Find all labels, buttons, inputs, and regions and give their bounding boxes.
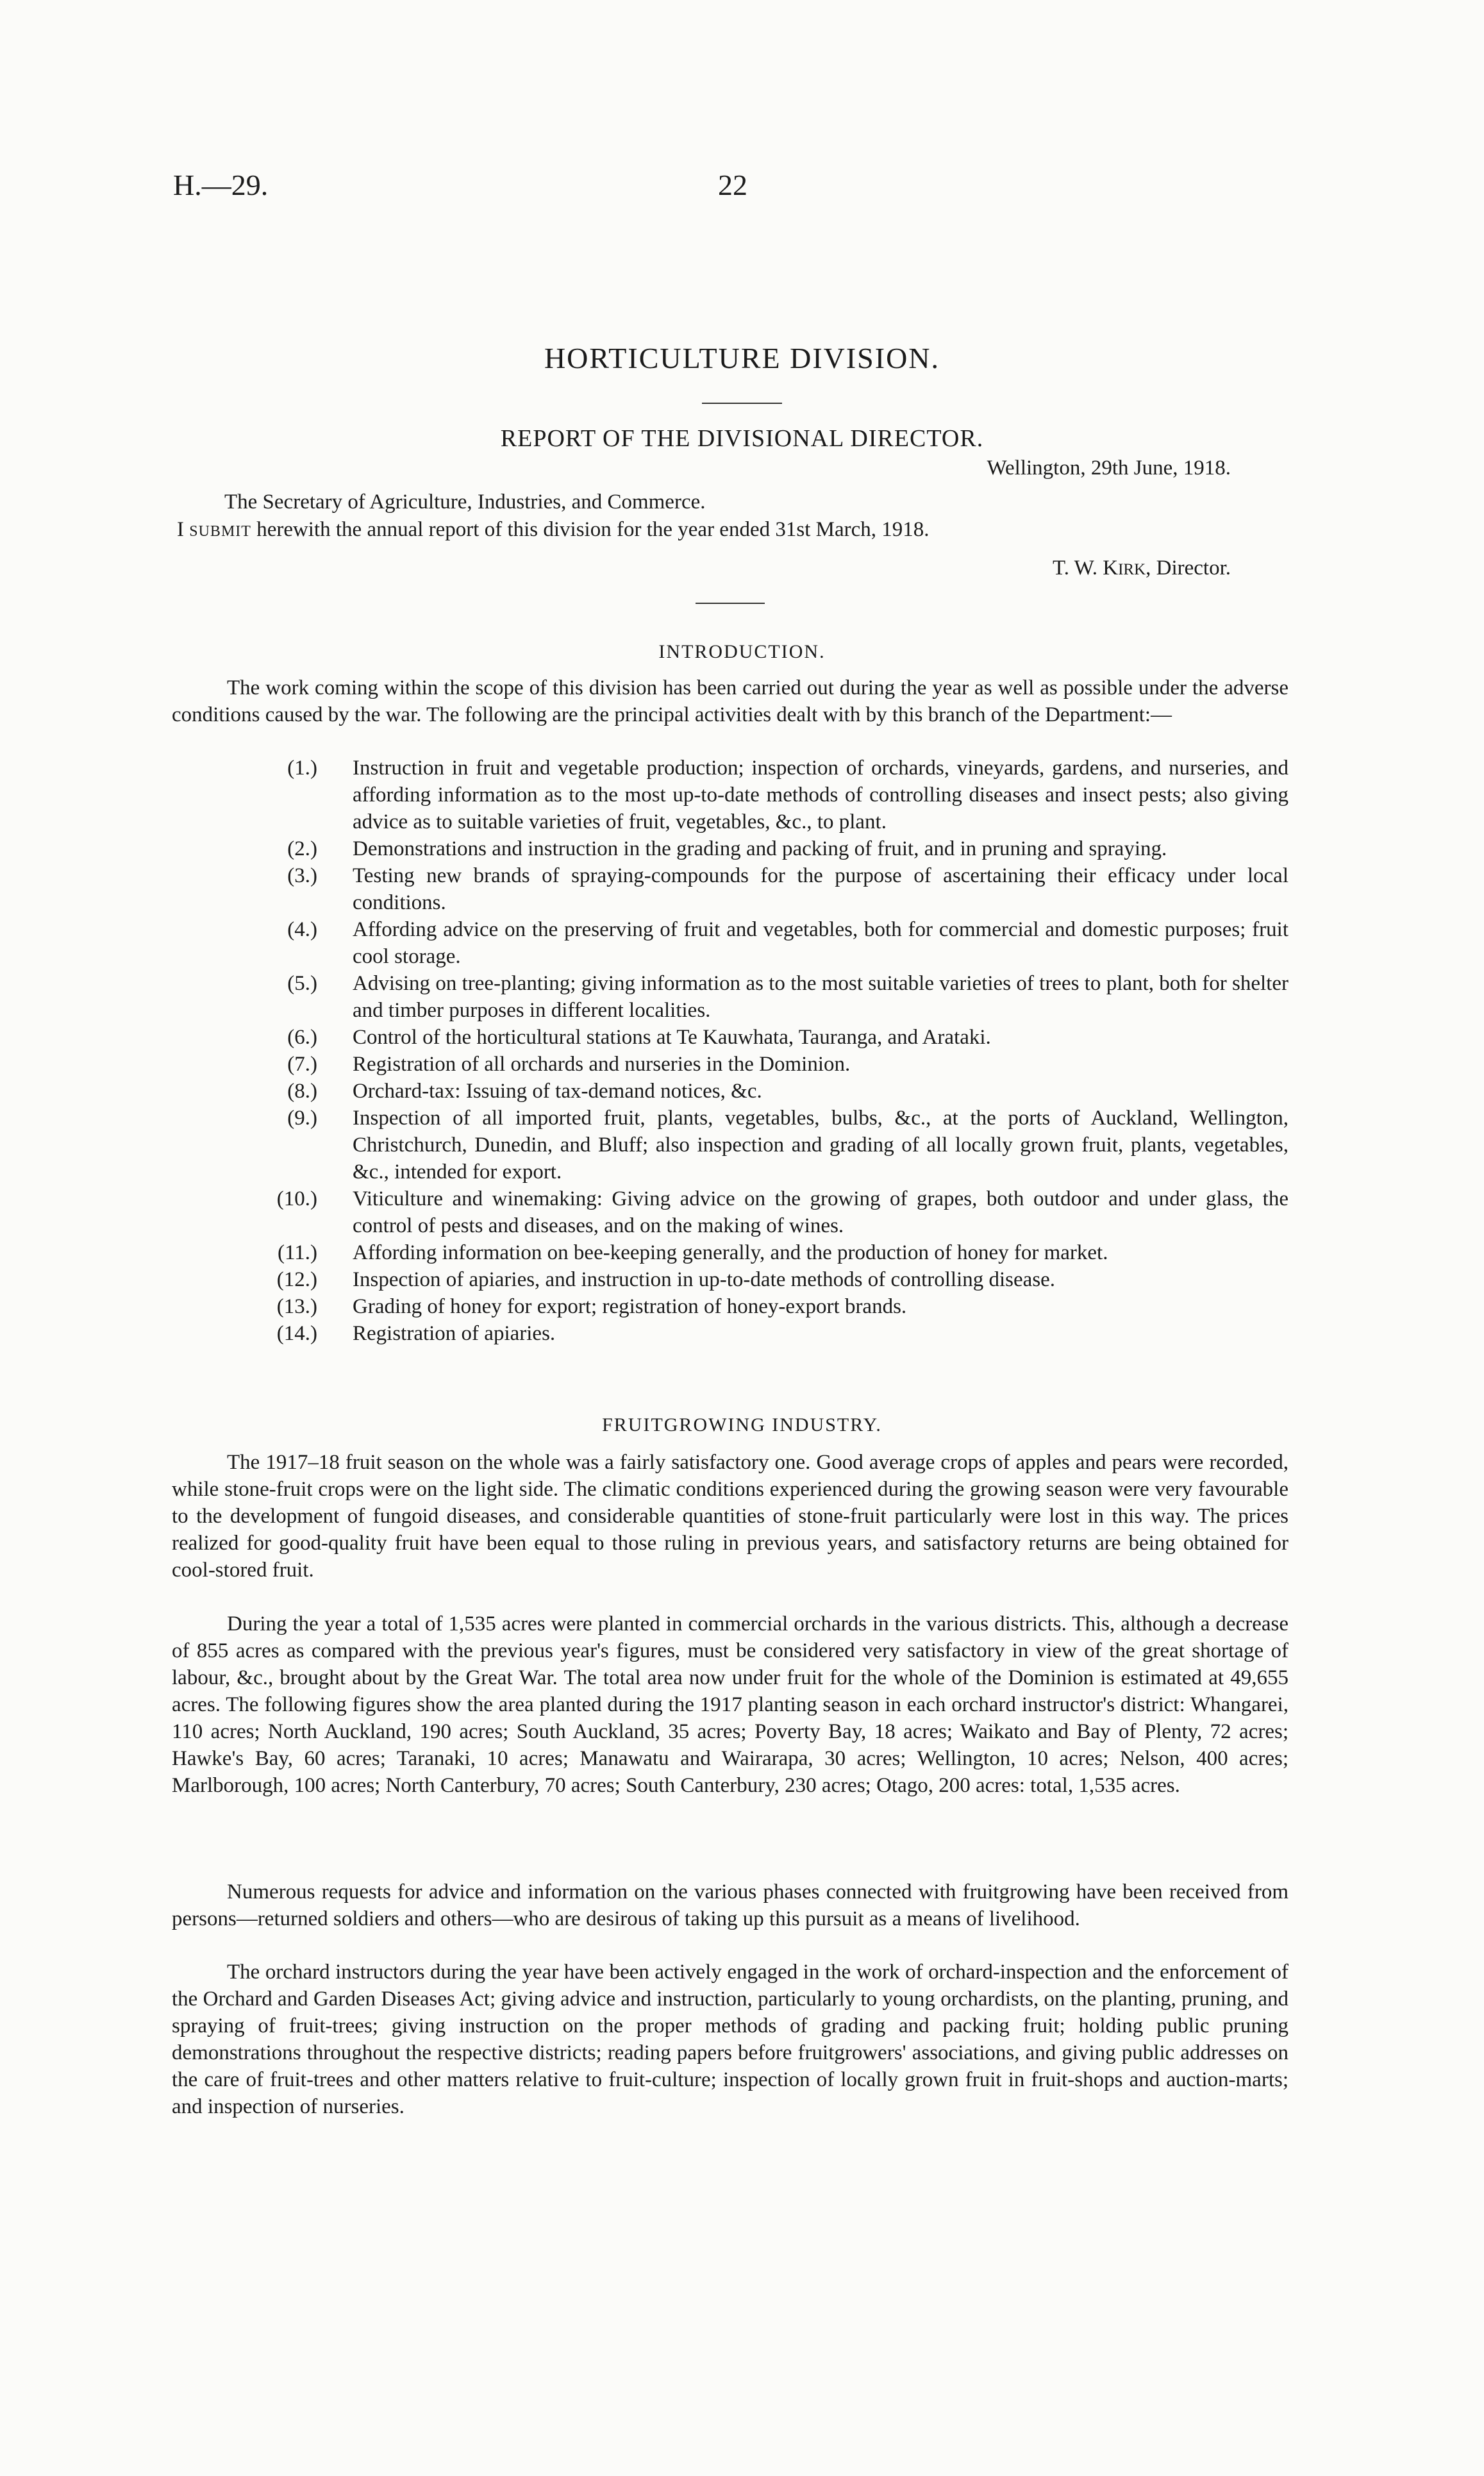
signature-title: , Director. [1146, 556, 1231, 580]
letter-submission [177, 518, 929, 542]
activity-text: Inspection of all imported fruit, plants, vegetables, bulbs, &c., at the ports of Auckland, Wellington, Christchurch, Dunedin, and Bluff; also inspection and grading of all locally grown fruit, plants, vegetables, &c., intended for export. [353, 1107, 1288, 1184]
activity-text: Affording advice on the preserving of fruit and vegetables, both for commercial and domestic purposes; fruit cool storage. [353, 918, 1288, 968]
activity-text: Control of the horticultural stations at Te Kauwhata, Tauranga, and Arataki. [353, 1026, 991, 1049]
fruitgrowing-paragraph-2: During the year a total of 1,535 acres were planted in commercial orchards in the various districts. This, although a decrease of 855 acres as compared with the previous year's figures, must be considered very satisfactory in view of the great shortage of labour, &c., brought about by the Great War. The total area now under fruit for the whole of the Dominion is estimated at 49,655 acres. The following figures show the area planted during the 1917 planting season in each orchard instructor's district: Whangarei, 110 acres; North Auckland, 190 acres; South Auckland, 35 acres; Poverty Bay, 18 acres; Waikato and Bay of Plenty, 72 acres; Hawke's Bay, 60 acres; Taranaki, 10 acres; Manawatu and Wairarapa, 30 acres; Wellington, 10 acres; Nelson, 400 acres; Marlborough, 100 acres; North Canterbury, 70 acres; South Canterbury, 230 acres; Otago, 200 acres: total, 1,535 acres. [172, 1612, 1288, 1797]
activity-text: Affording information on bee-keeping generally, and the production of honey for market. [353, 1241, 1108, 1264]
activity-item [0, 835, 1288, 862]
activity-item [0, 1024, 1288, 1051]
activity-number: (7.) [287, 1053, 317, 1076]
activity-number: (9.) [287, 1107, 317, 1130]
title-divider [702, 403, 782, 404]
activity-item [0, 1239, 1288, 1266]
fruitgrowing-paragraph-4: The orchard instructors during the year have been actively engaged in the work of orchard-inspection and the enforcement of the Orchard and Garden Diseases Act; giving advice and instruction, particularly to young orchardists, on the planting, pruning, and spraying of fruit-trees; giving instruction on the proper methods of grading and packing fruit; holding public pruning demonstrations throughout the respective districts; reading papers before fruitgrowers' associations, and giving public addresses on the care of fruit-trees and other matters relative to fruit-culture; inspection of locally grown fruit in fruit-shops and auction-marts; and inspection of nurseries. [172, 1961, 1288, 2118]
activity-item [0, 970, 1288, 1024]
activity-number: (10.) [276, 1187, 317, 1210]
activity-number: (8.) [287, 1080, 317, 1103]
fruitgrowing-heading: FRUITGROWING INDUSTRY. [602, 1414, 882, 1435]
section-divider [696, 603, 765, 604]
activity-text: Advising on tree-planting; giving information as to the most suitable varieties of trees to plant, both for shelter and timber purposes in different localities. [353, 972, 1288, 1022]
activity-item [0, 1105, 1288, 1185]
activity-item [0, 755, 1288, 835]
signature-name-start: T. W. K [1053, 556, 1119, 580]
document-reference: H.—29. [173, 169, 269, 201]
letter-signature [1053, 556, 1231, 580]
submission-start: I [177, 518, 190, 541]
activity-number: (13.) [276, 1295, 317, 1318]
activity-text: Demonstrations and instruction in the grading and packing of fruit, and in pruning and spraying. [353, 837, 1167, 860]
activity-text: Testing new brands of spraying-compounds for the purpose of ascertaining their efficacy under local conditions. [353, 864, 1288, 914]
page-title: HORTICULTURE DIVISION. [544, 342, 940, 374]
activity-number: (12.) [276, 1268, 317, 1291]
letter-addressee: The Secretary of Agriculture, Industries, and Commerce. [224, 490, 706, 514]
submission-smallcaps: SUBMIT [189, 523, 251, 540]
activity-item [0, 1185, 1288, 1239]
activity-item [0, 1320, 1288, 1347]
signature-name-smallcaps: IRK [1118, 561, 1146, 578]
activity-text: Registration of apiaries. [353, 1322, 556, 1345]
activity-number: (5.) [287, 972, 317, 995]
page-number: 22 [718, 169, 747, 201]
activity-text: Registration of all orchards and nurseries in the Dominion. [353, 1053, 851, 1076]
activity-number: (6.) [287, 1026, 317, 1049]
activity-number: (2.) [287, 837, 317, 860]
activity-item [0, 916, 1288, 970]
activity-item [0, 1266, 1288, 1293]
introduction-paragraph: The work coming within the scope of this division has been carried out during the year as well as possible under the adverse conditions caused by the war. The following are the principal activities dealt with by this branch of the Department:— [172, 676, 1288, 726]
activity-item [0, 1293, 1288, 1320]
activity-number: (11.) [277, 1241, 317, 1264]
activity-number: (3.) [287, 864, 317, 887]
introduction-heading: INTRODUCTION. [658, 641, 826, 662]
fruitgrowing-paragraph-3: Numerous requests for advice and information on the various phases connected with fruitgrowing have been received from persons—returned soldiers and others—who are desirous of taking up this pursuit as a means of livelihood. [172, 1880, 1288, 1930]
activity-text: Grading of honey for export; registration of honey-export brands. [353, 1295, 907, 1318]
activity-text: Orchard-tax: Issuing of tax-demand notices, &c. [353, 1080, 762, 1103]
submission-rest: herewith the annual report of this division for the year ended 31st March, 1918. [251, 518, 930, 541]
activity-number: (1.) [287, 757, 317, 780]
activity-item [0, 1051, 1288, 1078]
letter-dateline: Wellington, 29th June, 1918. [987, 456, 1231, 480]
report-subtitle: REPORT OF THE DIVISIONAL DIRECTOR. [500, 425, 984, 452]
activity-text: Instruction in fruit and vegetable production; inspection of orchards, vineyards, gardens, and nurseries, and affording information as to the most up-to-date methods of controlling diseases and insect pests; also giving advice as to suitable varieties of fruit, vegetables, &c., to plant. [353, 757, 1288, 833]
activities-list [0, 755, 1484, 1347]
activity-text: Viticulture and winemaking: Giving advice on the growing of grapes, both outdoor and under glass, the control of pests and diseases, and on the making of wines. [353, 1187, 1288, 1237]
activity-number: (4.) [287, 918, 317, 941]
fruitgrowing-paragraph-1: The 1917–18 fruit season on the whole was a fairly satisfactory one. Good average crops of apples and pears were recorded, while stone-fruit crops were on the light side. The climatic conditions experienced during the growing season were very favourable to the development of fungoid diseases, and considerable quantities of stone-fruit particularly were lost in this way. The prices realized for good-quality fruit have been equal to those ruling in previous years, and satisfactory returns are being obtained for cool-stored fruit. [172, 1451, 1288, 1582]
activity-number: (14.) [276, 1322, 317, 1345]
activity-text: Inspection of apiaries, and instruction in up-to-date methods of controlling disease. [353, 1268, 1056, 1291]
activity-item [0, 862, 1288, 916]
activity-item [0, 1078, 1288, 1105]
